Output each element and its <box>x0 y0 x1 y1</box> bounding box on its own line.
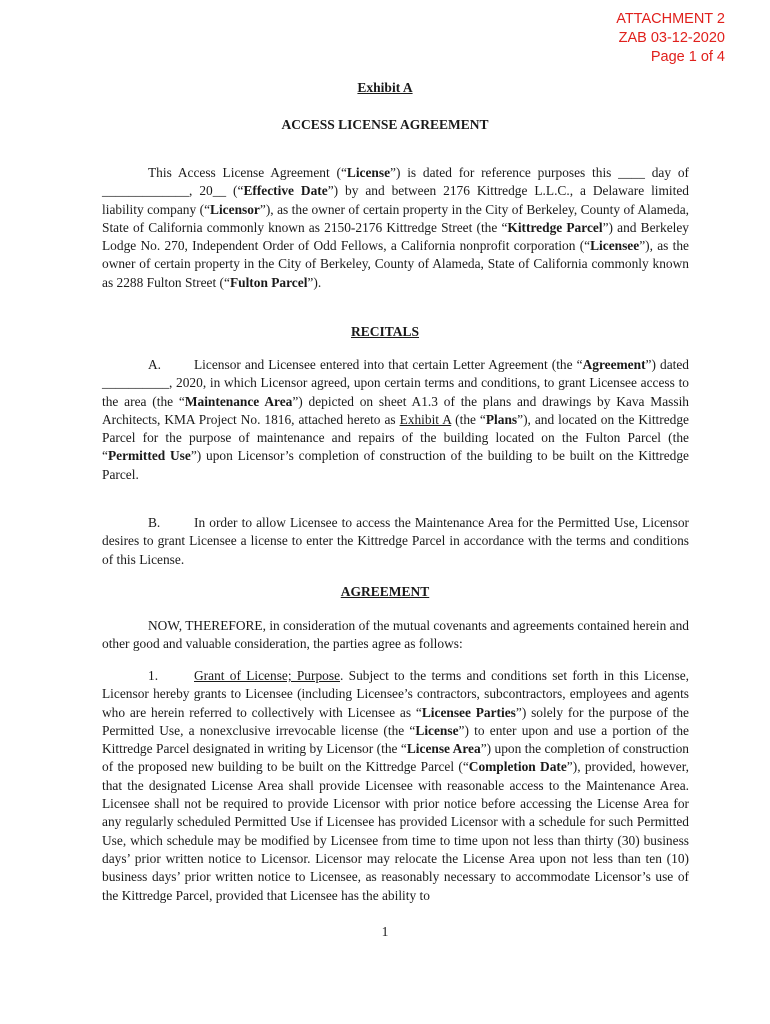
recital-a-paragraph: A. Licensor and Licensee entered into that certain Letter Agreement (the “Agreement”) dated __________, 2020, in which Licensor agreed, upon certain terms and conditions, to grant Licensee access to the area (the “Maintenance Area”) depicted on sheet A1.3 of the plans and drawings by Kava Massih Architects, KMA Project No. 1816, attached hereto as Exhibit A (the “Plans”), and located on the Kittredge Parcel for the purpose of maintenance and repairs of the building located on the Fulton Parcel (the “Permitted Use”) upon Licensor’s completion of construction of the building to be built on the Kittredge Parcel. <box>102 357 690 482</box>
stamp-zab-date: ZAB 03-12-2020 <box>618 30 725 46</box>
recital-a-label: A. <box>148 357 162 372</box>
intro-paragraph: This Access License Agreement (“License”) is dated for reference purposes this ____ day of _____________, 20__ (“Effective Date”) by and between 2176 Kittredge L.L.C., a Delaware limited liability company (“Licensor”), as the owner of certain property in the City of Berkeley, County of Alameda, State of California commonly known as 2150-2176 Kittredge Street (the “Kittredge Parcel”) and Berkeley Lodge No. 270, Independent Order of Odd Fellows, a California nonprofit corporation (“Licensee”), as the owner of certain property in the City of Berkeley, County of Alameda, State of California commonly known as 2288 Fulton Street (“Fulton Parcel”). <box>102 165 690 290</box>
page-number: 1 <box>381 924 389 939</box>
exhibit-heading: Exhibit A <box>357 80 413 95</box>
agreement-heading: AGREEMENT <box>340 584 430 599</box>
recital-b-label: B. <box>148 515 161 530</box>
stamp-page-count: Page 1 of 4 <box>650 49 725 65</box>
now-therefore-paragraph: NOW, THEREFORE, in consideration of the mutual covenants and agreements contained herein and other good and valuable consideration, the parties agree as follows: <box>102 618 689 652</box>
recital-b-paragraph: B. In order to allow Licensee to access the Maintenance Area for the Permitted Use, Licensor desires to grant Licensee a license to enter the Kittredge Parcel in accordance with the terms and conditions of this License. <box>102 515 689 567</box>
stamp-attachment-label: ATTACHMENT 2 <box>616 11 725 27</box>
document-title: ACCESS LICENSE AGREEMENT <box>281 117 489 132</box>
section-1-paragraph: 1. Grant of License; Purpose. Subject to the terms and conditions set forth in this License, Licensor hereby grants to Licensee (including Licensee’s contractors, subcontractors, employees and agents who are herein referred to collectively with Licensee as “Licensee Parties”) solely for the purpose of the Permitted Use, a nonexclusive irrevocable license (the “License”) to enter upon and use a portion of the Kittredge Parcel designated in writing by Licensor (the “License Area”) upon the completion of construction of the proposed new building to be built on the Kittredge Parcel (“Completion Date”), provided, however, that the designated License Area shall provide Licensee with reasonable access to the Maintenance Area. Licensee shall not be required to provide Licensor with prior notice before accessing the License Area for any regularly scheduled Permitted Use if Licensee has provided Licensor with a schedule for such Permitted Use, which schedule may be modified by Licensee from time to time upon not less than thirty (30) business days’ prior written notice to Licensor. Licensor may relocate the License Area upon not less than ten (10) business days’ prior written notice to Licensee, as reasonably necessary to accommodate Licensor’s use of the Kittredge Parcel, provided that Licensee has the ability to <box>102 668 689 903</box>
recitals-heading: RECITALS <box>350 324 420 339</box>
section-1-number: 1. <box>148 668 159 683</box>
section-1-heading: Grant of License; Purpose <box>194 668 341 683</box>
attachment-stamp <box>616 10 725 67</box>
exhibit-a-reference: Exhibit A <box>399 411 452 427</box>
